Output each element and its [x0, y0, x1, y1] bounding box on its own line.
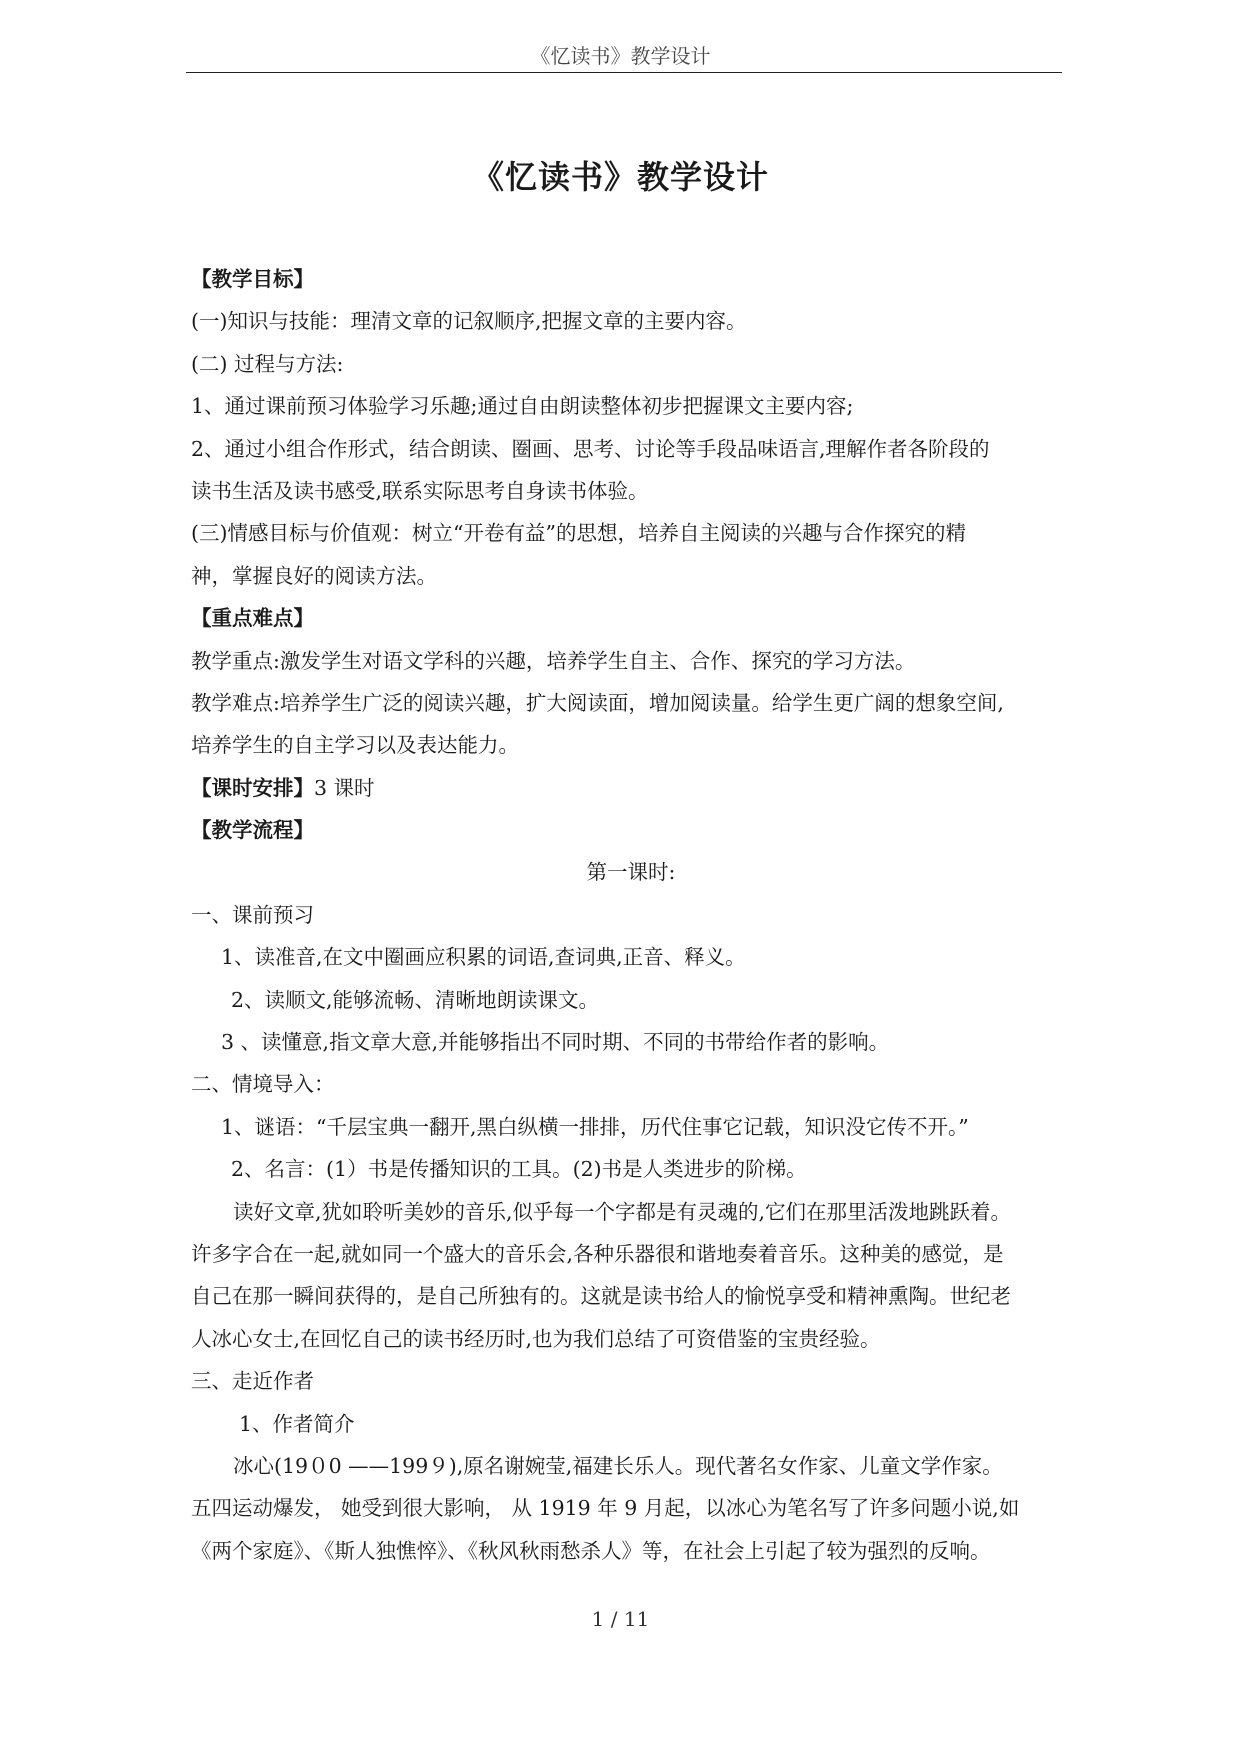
part-2-item-1: 1、谜语：“千层宝典一翻开,黑白纵横一排排，历代住事它记载，知识没它传不开。”: [221, 1114, 969, 1139]
part-2-paragraph-line-2: 许多字合在一起,就如同一个盛大的音乐会,各种乐器很和谐地奏着音乐。这种美的感觉，是: [191, 1241, 1004, 1266]
section-heading-flow: 【教学流程】: [191, 818, 314, 843]
schedule-value: 3 课时: [314, 775, 375, 800]
part-3-item-1: 1、作者简介: [239, 1411, 355, 1436]
paragraph-goal-2-item-2-line-2: 读书生活及读书感受,联系实际思考自身读书体验。: [191, 478, 649, 503]
paragraph-difficulty-line-2: 培养学生的自主学习以及表达能力。: [191, 733, 519, 758]
part-1-item-1: 1、读准音,在文中圈画应积累的词语,查词典,正音、释义。: [221, 945, 746, 970]
section-heading-goals: 【教学目标】: [191, 267, 314, 291]
part-2-paragraph-line-3: 自己在那一瞬间获得的，是自己所独有的。这就是读书给人的愉悦享受和精神熏陶。世纪老: [191, 1284, 1011, 1309]
paragraph-goal-2-item-2-line-1: 2、通过小组合作形式，结合朗读、圈画、思考、讨论等手段品味语言,理解作者各阶段的: [191, 436, 990, 461]
part-3-paragraph-line-3: 《两个家庭》、《斯人独憔悴》、《秋风秋雨愁杀人》等，在社会上引起了较为强烈的反响。: [191, 1538, 991, 1563]
paragraph-goal-2-item-1: 1、通过课前预习体验学习乐趣;通过自由朗读整体初步把握课文主要内容;: [191, 394, 854, 419]
paragraph-goal-3-line-1: (三)情感目标与价值观：树立“开卷有益”的思想，培养自主阅读的兴趣与合作探究的精: [191, 521, 966, 546]
part-1-item-2: 2、读顺文,能够流畅、清晰地朗读课文。: [231, 987, 600, 1012]
part-2-heading: 二、情境导入：: [191, 1072, 335, 1097]
page-number: 1 / 11: [591, 1607, 650, 1631]
document-body: [191, 258, 1071, 1572]
part-3-paragraph-line-2: 五四运动爆发， 她受到很大影响， 从 1919 年 9 月起，以冰心为笔名写了许多问题小说,如: [191, 1496, 1020, 1521]
schedule-line: [191, 767, 1071, 809]
lesson-one-heading: 第一课时:: [586, 860, 676, 885]
paragraph-goal-3-line-2: 神，掌握良好的阅读方法。: [191, 563, 437, 588]
part-2-item-2: 2、名言：(1）书是传播知识的工具。(2)书是人类进步的阶梯。: [231, 1157, 807, 1182]
paragraph-difficulty-line-1: 教学难点:培养学生广泛的阅读兴趣，扩大阅读面，增加阅读量。给学生更广阔的想象空间,: [191, 690, 1004, 715]
part-2-paragraph-line-4: 人冰心女士,在回忆自己的读书经历时,也为我们总结了可资借鉴的宝贵经验。: [191, 1326, 881, 1351]
part-3-heading: 三、走近作者: [191, 1369, 314, 1394]
part-1-item-3: 3 、读懂意,指文章大意,并能够指出不同时期、不同的书带给作者的影响。: [221, 1030, 890, 1055]
running-header: 《忆读书》教学设计: [530, 44, 711, 68]
header-divider: [186, 72, 1062, 73]
part-3-paragraph-line-1: 冰心(19０0 ——199９),原名谢婉莹,福建长乐人。现代著名女作家、儿童文学作家。: [233, 1453, 1003, 1478]
paragraph-goal-1: (一)知识与技能：理清文章的记叙顺序,把握文章的主要内容。: [191, 309, 747, 334]
section-heading-key-points: 【重点难点】: [191, 606, 314, 631]
paragraph-goal-2: (二) 过程与方法:: [191, 351, 344, 376]
paragraph-key-point: 教学重点:激发学生对语文学科的兴趣，培养学生自主、合作、探究的学习方法。: [191, 648, 916, 673]
section-heading-schedule: 【课时安排】: [191, 775, 314, 800]
part-1-heading: 一、课前预习: [191, 902, 314, 927]
document-title: 《忆读书》教学设计: [471, 158, 769, 196]
part-2-paragraph-line-1: 读好文章,犹如聆听美妙的音乐,似乎每一个字都是有灵魂的,它们在那里活泼地跳跃着。: [233, 1199, 1012, 1224]
